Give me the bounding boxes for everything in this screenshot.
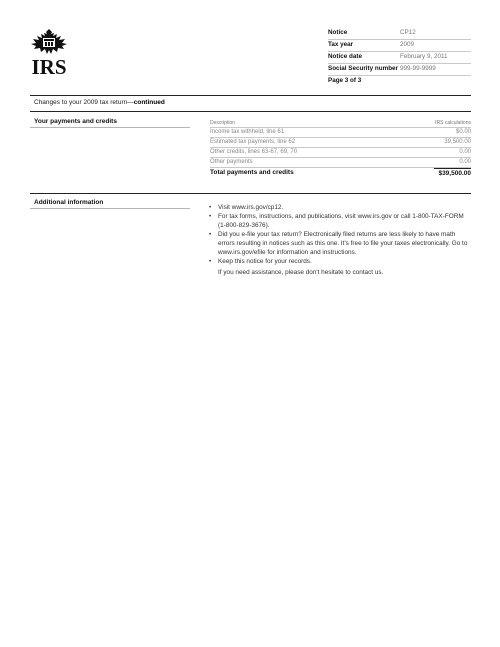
bullet-text: Did you e-file your tax return? Electronically filed returns are less likely to have math errors resulting in notices such as this one. It's free to file your taxes electronically. Go to www.irs.gov/efile for information and instructions.	[218, 231, 468, 256]
page-indicator: Page 3 of 3	[328, 77, 362, 84]
column-header-irs-calculations: IRS calculations	[435, 120, 471, 126]
irs-eagle-icon	[29, 28, 69, 56]
row-description: Other credits, lines 63-67, 69, 70	[210, 149, 298, 155]
tax-year-value: 2009	[400, 41, 415, 48]
additional-info-content	[208, 204, 473, 277]
irs-logo-text: IRS	[31, 55, 67, 79]
bullet-icon: •	[209, 231, 212, 239]
section-heading-text: Changes to your 2009 tax return—	[34, 99, 134, 106]
additional-info-rule	[30, 193, 471, 194]
tax-year-label: Tax year	[328, 41, 354, 48]
bullet-icon: •	[209, 213, 212, 221]
column-header-description: Description	[210, 120, 236, 126]
row-description: Income tax withheld, line 61	[210, 129, 285, 135]
table-row	[210, 128, 471, 138]
total-amount: $39,500.00	[434, 168, 471, 178]
ssn-label: Social Security number	[328, 65, 398, 72]
bullet-text: Keep this notice for your records.	[218, 257, 312, 265]
payments-table-header	[210, 119, 471, 128]
row-amount: 0.00	[459, 159, 471, 165]
list-item	[208, 213, 473, 230]
notice-date-value: February 9, 2011	[400, 53, 448, 60]
table-row	[210, 158, 471, 168]
notice-row	[328, 28, 471, 40]
tax-year-row	[328, 40, 471, 52]
ssn-value: 999-99-9999	[400, 65, 436, 72]
total-row	[210, 168, 471, 178]
bullet-icon: •	[209, 204, 212, 211]
section-heading	[34, 99, 165, 106]
row-amount: $0.00	[455, 129, 471, 135]
total-label: Total payments and credits	[210, 169, 294, 176]
payments-label: Your payments and credits	[34, 118, 117, 125]
notice-date-row	[328, 52, 471, 64]
row-description: Estimated tax payments, line 62	[210, 139, 296, 145]
closing-text: If you need assistance, please don't hesitate to contact us.	[218, 268, 384, 276]
table-row	[210, 148, 471, 158]
list-item	[208, 204, 473, 213]
additional-info-list	[208, 204, 473, 267]
bullet-text: Visit www.irs.gov/cp12.	[218, 204, 284, 211]
section-rule	[30, 111, 471, 112]
row-description: Other payments	[210, 159, 253, 165]
payments-label-underline	[30, 127, 190, 128]
ssn-row	[328, 64, 471, 76]
additional-info-label: Additional information	[34, 199, 104, 206]
notice-info-box	[328, 28, 471, 87]
list-item	[208, 258, 473, 267]
row-amount: 39,500.00	[444, 139, 471, 145]
section-top-rule	[30, 95, 471, 96]
notice-label: Notice	[328, 29, 348, 36]
notice-value: CP12	[400, 29, 416, 36]
page-indicator-row	[328, 76, 471, 87]
bullet-icon: •	[209, 257, 212, 265]
notice-date-label: Notice date	[328, 53, 362, 60]
payments-table	[210, 119, 471, 178]
additional-info-label-underline	[30, 208, 190, 209]
row-amount: 0.00	[459, 149, 471, 155]
table-row	[210, 138, 471, 148]
list-item	[208, 231, 473, 257]
section-heading-continued: continued	[133, 99, 165, 106]
bullet-text: For tax forms, instructions, and publications, visit www.irs.gov or call 1-800-TAX-FORM (1-800-829-3676).	[218, 213, 464, 229]
